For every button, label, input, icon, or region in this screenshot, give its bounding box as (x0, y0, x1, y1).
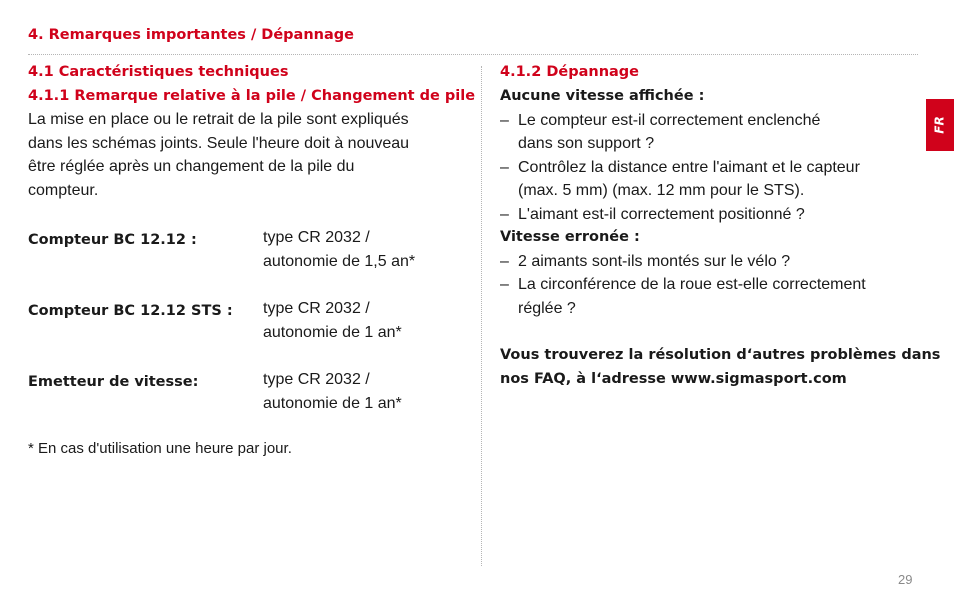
list-item (500, 156, 866, 203)
dash-bullet: – (500, 158, 509, 176)
spec-label: Compteur BC 12.12 : (28, 232, 197, 248)
item-line: Contrôlez la distance entre l'aimant et le capteur (518, 158, 860, 176)
item-line: réglée ? (518, 299, 576, 317)
spec-value (263, 226, 415, 273)
item-line: Le compteur est-il correctement enclenché (518, 111, 821, 129)
intro-line: compteur. (28, 181, 99, 199)
language-tab-label: FR (933, 116, 947, 134)
list-item (500, 203, 866, 227)
dash-bullet: – (500, 276, 509, 293)
intro-line: dans les schémas joints. Seule l'heure doit à nouveau (28, 134, 410, 152)
spec-label: Compteur BC 12.12 STS : (28, 303, 233, 319)
section-title: 4. Remarques importantes / Dépannage (28, 27, 354, 43)
dash-bullet: – (500, 252, 509, 270)
group-heading: Aucune vitesse affichée : (500, 88, 705, 104)
heading-4-1-2: 4.1.2 Dépannage (500, 64, 640, 80)
column-divider (481, 66, 482, 566)
closing-line: nos FAQ, à l‘adresse www.sigmasport.com (500, 371, 847, 387)
dash-bullet: – (500, 205, 509, 223)
heading-4-1-1: 4.1.1 Remarque relative à la pile / Changement de pile (28, 88, 476, 104)
closing-note (500, 343, 940, 391)
spec-value-line: autonomie de 1 an* (263, 323, 402, 341)
list-item (500, 273, 866, 320)
list-item (500, 109, 866, 156)
page-number: 29 (898, 572, 913, 587)
intro-paragraph (28, 108, 409, 202)
item-line: (max. 5 mm) (max. 12 mm pour le STS). (518, 182, 805, 199)
closing-line: Vous trouverez la résolution d‘autres problèmes dans (500, 347, 941, 363)
spec-value-line: autonomie de 1,5 an* (263, 252, 416, 270)
intro-line: être réglée après un changement de la pile du (28, 158, 355, 175)
top-divider (28, 54, 918, 55)
language-tab (926, 99, 954, 151)
spec-value-line: autonomie de 1 an* (263, 394, 402, 412)
item-line: L'aimant est-il correctement positionné ? (518, 205, 805, 223)
troubleshooting-list (500, 85, 866, 320)
item-line: La circonférence de la roue est-elle correctement (518, 276, 866, 293)
spec-value (263, 297, 402, 344)
item-line: 2 aimants sont-ils montés sur le vélo ? (518, 252, 791, 270)
item-line: dans son support ? (518, 135, 655, 152)
spec-value-line: type CR 2032 / (263, 229, 370, 246)
heading-4-1: 4.1 Caractéristiques techniques (28, 64, 289, 80)
spec-value (263, 368, 402, 415)
list-item (500, 250, 866, 274)
intro-line: La mise en place ou le retrait de la pile sont expliqués (28, 111, 409, 128)
spec-value-line: type CR 2032 / (263, 300, 370, 317)
spec-value-line: type CR 2032 / (263, 371, 370, 388)
footnote: * En cas d'utilisation une heure par jour. (28, 440, 292, 457)
spec-label: Emetteur de vitesse: (28, 374, 199, 390)
group-heading: Vitesse erronée : (500, 229, 640, 245)
dash-bullet: – (500, 111, 509, 129)
